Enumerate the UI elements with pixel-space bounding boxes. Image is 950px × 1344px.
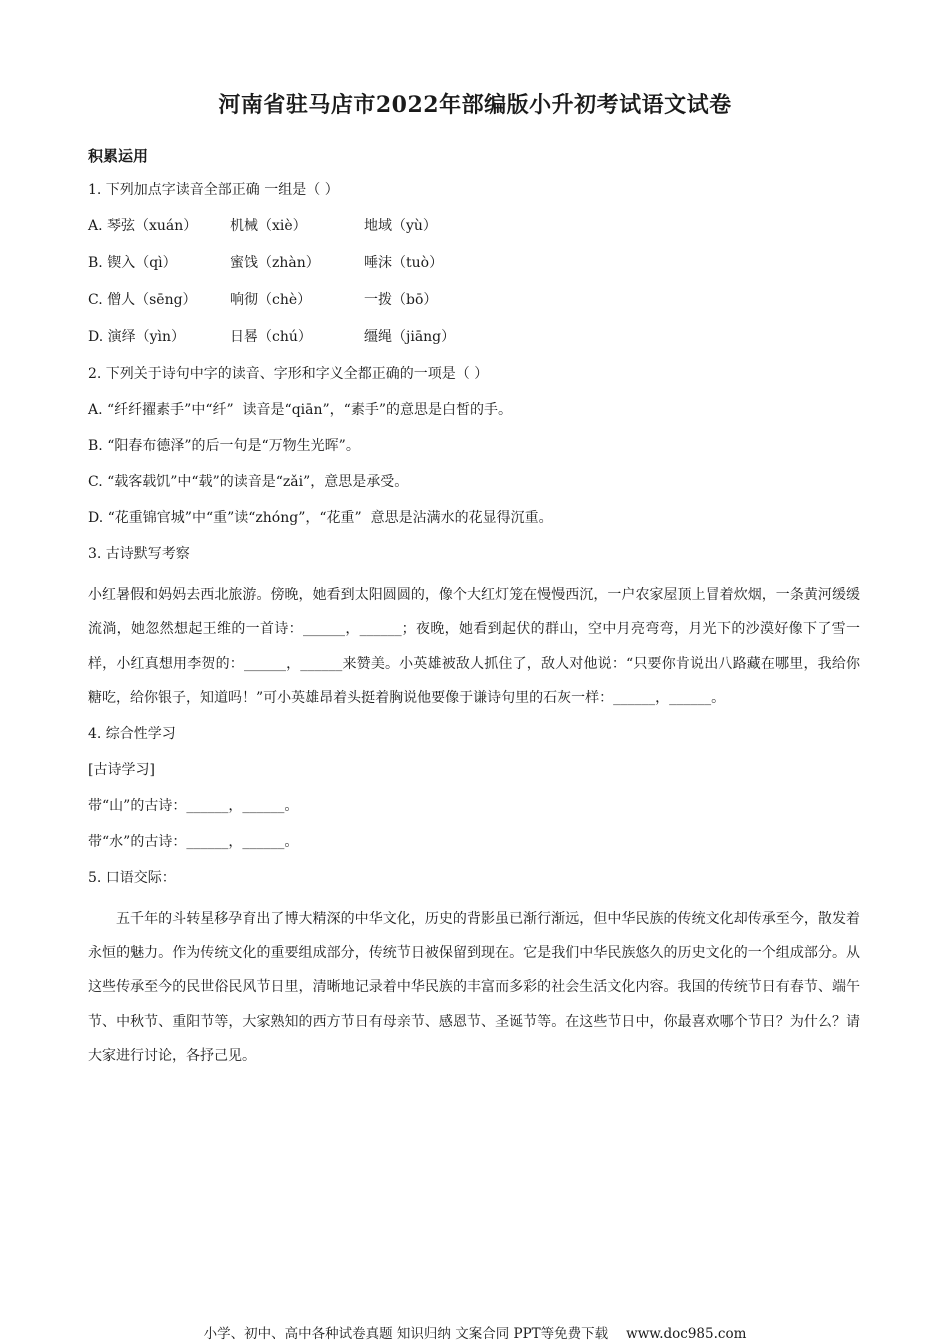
option-item: A. 琴弦（xuán） bbox=[88, 218, 198, 234]
question-2-stem: 2. 下列关于诗句中字的读音、字形和字义全都正确的一项是（ ） bbox=[88, 366, 489, 382]
question-4-stem: 4. 综合性学习 bbox=[88, 725, 176, 742]
footer-text: 小学、初中、高中各种试卷真题 知识归纳 文案合同 PPT等免费下载 bbox=[203, 1326, 609, 1342]
question-1-option-c bbox=[88, 288, 860, 312]
option-item: 响彻（chè） bbox=[230, 292, 312, 308]
option-item: 机械（xiè） bbox=[230, 218, 307, 234]
option-item: C. 僧人（sēng） bbox=[88, 292, 197, 308]
option-item: 蜜饯（zhàn） bbox=[230, 255, 320, 271]
question-3-stem: 3. 古诗默写考察 bbox=[88, 546, 190, 562]
option-item: 一拨（bō） bbox=[364, 292, 438, 308]
option-item: B. 锲入（qì） bbox=[88, 255, 177, 271]
question-1-option-a bbox=[88, 214, 860, 238]
question-1-option-b bbox=[88, 251, 860, 275]
option-item: D. 演绎（yìn） bbox=[88, 329, 186, 345]
question-4-line-water: 带“水”的古诗：______，______。 bbox=[88, 833, 299, 850]
page-title: 河南省驻马店市2022年部编版小升初考试语文试卷 bbox=[218, 92, 732, 118]
footer-url[interactable]: www.doc985.com bbox=[626, 1326, 747, 1342]
question-4-subheading: [古诗学习] bbox=[88, 761, 155, 778]
question-2-option-a: A. “纤纤擢素手”中“纤” 读音是“qiān”，“素手”的意思是白皙的手。 bbox=[88, 402, 512, 418]
question-5-stem: 5. 口语交际： bbox=[88, 869, 176, 886]
question-1-stem: 1. 下列加点字读音全部正确 一组是（ ） bbox=[88, 182, 339, 198]
question-3-body: 小红暑假和妈妈去西北旅游。傍晚，她看到太阳圆圆的，像个大红灯笼在慢慢西沉，一户农家屋顶上冒着炊烟，一条黄河缓缓流淌，她忽然想起王维的一首诗：______，______；夜晚，她看到起伏的群山，空中月亮弯弯，月光下的沙漠好像下了雪一样，小红真想用李贺的：______，______来赞美。小英雄被敌人抓住了，敌人对他说：“只要你肯说出八路藏在哪里，我给你糖吃，给你银子，知道吗！”可小英雄昂着头挺着胸说他要像于谦诗句里的石灰一样：______，______。 bbox=[88, 587, 860, 707]
option-item: 唾沫（tuò） bbox=[364, 255, 444, 271]
option-item: 缰绳（jiāng） bbox=[364, 329, 456, 345]
page-footer bbox=[0, 1322, 950, 1342]
question-4-line-mountain: 带“山”的古诗：______，______。 bbox=[88, 797, 299, 814]
question-1-option-d bbox=[88, 325, 860, 349]
option-item: 日晷（chú） bbox=[230, 329, 312, 345]
exam-content bbox=[88, 144, 860, 1080]
section-heading: 积累运用 bbox=[88, 147, 149, 165]
question-2-option-d: D. “花重锦官城”中“重”读“zhóng”，“花重” 意思是沾满水的花显得沉重。 bbox=[88, 510, 553, 526]
option-item: 地域（yù） bbox=[364, 218, 437, 234]
question-5-body: 五千年的斗转星移孕育出了博大精深的中华文化，历史的背影虽已渐行渐远，但中华民族的传统文化却传承至今，散发着永恒的魅力。作为传统文化的重要组成部分，传统节日被保留到现在。它是我们中华民族悠久的历史文化的一个组成部分。从这些传承至今的民世俗民风节日里，清晰地记录着中华民族的丰富而多彩的社会生活文化内容。我国的传统节日有春节、端午节、中秋节、重阳节等，大家熟知的西方节日有母亲节、感恩节、圣诞节等。在这些节日中，你最喜欢哪个节日？为什么？请大家进行讨论，各抒己见。 bbox=[88, 910, 860, 1065]
question-2-option-c: C. “载客载饥”中“载”的读音是“zǎi”，意思是承受。 bbox=[88, 474, 409, 490]
question-2-option-b: B. “阳春布德泽”的后一句是“万物生光晖”。 bbox=[88, 438, 360, 454]
